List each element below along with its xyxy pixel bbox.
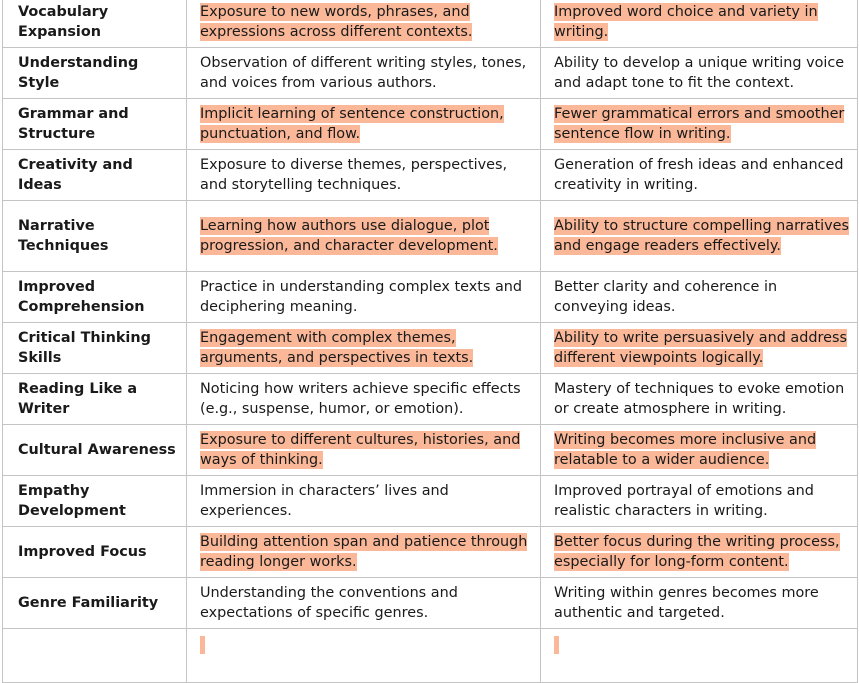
writing-cell xyxy=(541,150,858,201)
topic-cell xyxy=(3,374,187,425)
reading-text: Exposure to different cultures, histories, and ways of thinking. xyxy=(200,431,521,468)
table-row xyxy=(3,578,858,629)
writing-text: Writing becomes more inclusive and relatable to a wider audience. xyxy=(554,431,817,468)
topic-text: Cultural Awareness xyxy=(18,441,176,458)
reading-cell xyxy=(187,99,541,150)
reading-text: Exposure to new words, phrases, and expressions across different contexts. xyxy=(200,3,473,40)
topic-text: Creativity and Ideas xyxy=(18,156,133,193)
table-row xyxy=(3,374,858,425)
reading-cell xyxy=(187,150,541,201)
writing-cell xyxy=(541,578,858,629)
reading-cell xyxy=(187,425,541,476)
writing-text: Improved word choice and variety in writing. xyxy=(554,3,818,40)
topic-text: Critical Thinking Skills xyxy=(18,329,151,366)
reading-cell xyxy=(187,272,541,323)
writing-cell xyxy=(541,527,858,578)
topic-cell xyxy=(3,629,187,683)
table-row xyxy=(3,48,858,99)
topic-cell xyxy=(3,425,187,476)
writing-cell xyxy=(541,323,858,374)
writing-cell xyxy=(541,425,858,476)
reading-cell xyxy=(187,48,541,99)
reading-cell xyxy=(187,629,541,683)
benefits-table xyxy=(2,0,858,683)
table-row xyxy=(3,527,858,578)
reading-cell xyxy=(187,527,541,578)
writing-text: Better clarity and coherence in conveying ideas. xyxy=(554,278,778,315)
topic-text: Vocabulary Expansion xyxy=(18,3,109,40)
table-row xyxy=(3,99,858,150)
table-row-partial xyxy=(3,629,858,683)
topic-cell xyxy=(3,0,187,48)
table-body xyxy=(3,0,858,683)
reading-cell xyxy=(187,578,541,629)
topic-text: Understanding Style xyxy=(18,54,139,91)
writing-text: Ability to write persuasively and address different viewpoints logically. xyxy=(554,329,847,366)
reading-text: Implicit learning of sentence construction, punctuation, and flow. xyxy=(200,105,504,142)
writing-cell xyxy=(541,0,858,48)
reading-text: Practice in understanding complex texts and deciphering meaning. xyxy=(200,278,523,315)
topic-cell xyxy=(3,578,187,629)
reading-text: Understanding the conventions and expectations of specific genres. xyxy=(200,584,458,621)
topic-cell xyxy=(3,201,187,272)
topic-text: Improved Focus xyxy=(18,543,147,560)
writing-text: Fewer grammatical errors and smoother sentence flow in writing. xyxy=(554,105,845,142)
reading-text: Engagement with complex themes, arguments, and perspectives in texts. xyxy=(200,329,474,366)
topic-cell xyxy=(3,476,187,527)
writing-text: Generation of fresh ideas and enhanced creativity in writing. xyxy=(554,156,844,193)
table-row xyxy=(3,272,858,323)
topic-text: Improved Comprehension xyxy=(18,278,145,315)
topic-cell xyxy=(3,527,187,578)
reading-cell xyxy=(187,374,541,425)
writing-text: Ability to structure compelling narratives and engage readers effectively. xyxy=(554,217,850,254)
table-row xyxy=(3,201,858,272)
topic-cell xyxy=(3,48,187,99)
writing-cell xyxy=(541,374,858,425)
writing-cell xyxy=(541,201,858,272)
topic-cell xyxy=(3,150,187,201)
table-row xyxy=(3,425,858,476)
topic-text: Reading Like a Writer xyxy=(18,380,138,417)
table-row xyxy=(3,0,858,48)
reading-text: Noticing how writers achieve specific effects (e.g., suspense, humor, or emotion). xyxy=(200,380,521,417)
topic-text: Grammar and Structure xyxy=(18,105,129,142)
reading-cell xyxy=(187,201,541,272)
table-row xyxy=(3,476,858,527)
writing-text: Ability to develop a unique writing voice and adapt tone to fit the context. xyxy=(554,54,845,91)
writing-text: Mastery of techniques to evoke emotion or create atmosphere in writing. xyxy=(554,380,845,417)
reading-cell xyxy=(187,0,541,48)
writing-cell xyxy=(541,476,858,527)
reading-cell xyxy=(187,323,541,374)
reading-cell xyxy=(187,476,541,527)
table-row xyxy=(3,150,858,201)
writing-text: Better focus during the writing process, especially for long-form content. xyxy=(554,533,840,570)
topic-cell xyxy=(3,272,187,323)
writing-cell xyxy=(541,48,858,99)
writing-text: Writing within genres becomes more authentic and targeted. xyxy=(554,584,819,621)
topic-text: Narrative Techniques xyxy=(18,217,109,254)
writing-cell xyxy=(541,99,858,150)
reading-text: Building attention span and patience through reading longer works. xyxy=(200,533,528,570)
writing-text: Improved portrayal of emotions and realistic characters in writing. xyxy=(554,482,814,519)
reading-text: Observation of different writing styles, tones, and voices from various authors. xyxy=(200,54,527,91)
table-row xyxy=(3,323,858,374)
topic-text: Genre Familiarity xyxy=(18,594,159,611)
writing-cell xyxy=(541,629,858,683)
topic-cell xyxy=(3,323,187,374)
reading-text: Exposure to diverse themes, perspectives, and storytelling techniques. xyxy=(200,156,508,193)
writing-cell xyxy=(541,272,858,323)
reading-text: Learning how authors use dialogue, plot progression, and character development. xyxy=(200,217,498,254)
reading-text: Immersion in characters’ lives and experiences. xyxy=(200,482,449,519)
topic-cell xyxy=(3,99,187,150)
topic-text: Empathy Development xyxy=(18,482,126,519)
